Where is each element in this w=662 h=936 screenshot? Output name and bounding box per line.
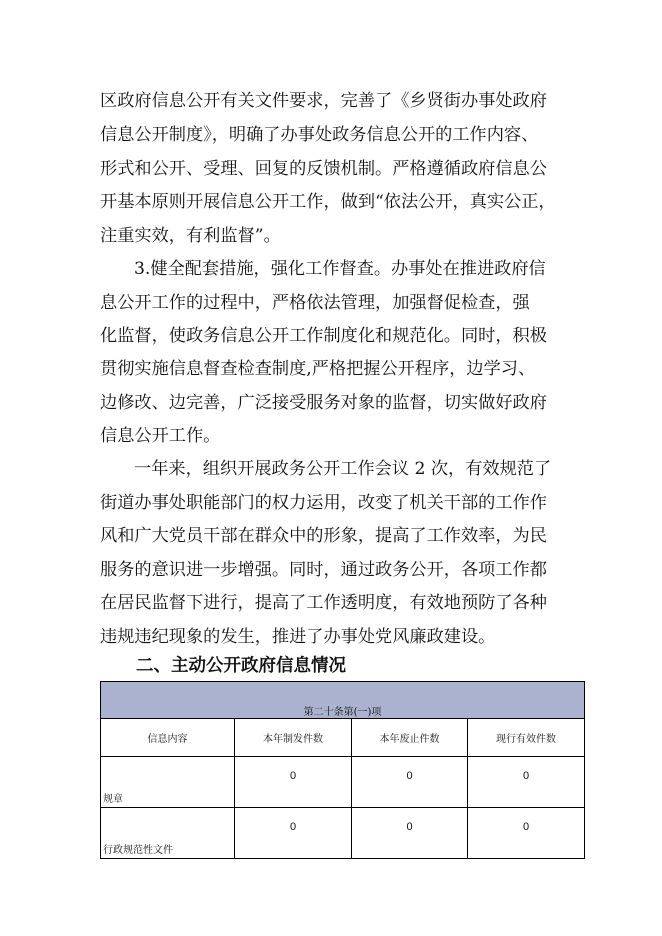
cell-issued: 0 [235, 808, 352, 859]
paragraph-line: 在居民监督下进行，提高了工作透明度，有效地预防了各种 [100, 593, 547, 613]
table-row [101, 757, 585, 808]
table-title: 第二十条第(一)项 [101, 682, 585, 719]
table-row [101, 808, 585, 859]
cell-valid: 0 [468, 757, 585, 808]
paragraph-line: 边修改、边完善，广泛接受服务对象的监督，切实做好政府 [100, 393, 547, 413]
cell-abolished: 0 [352, 808, 468, 859]
info-table [100, 681, 585, 859]
table-header-row [101, 719, 585, 757]
table-title-row [101, 682, 585, 719]
paragraph-line: 形式和公开、受理、回复的反馈机制。严格遵循政府信息公 [100, 159, 547, 179]
paragraph-line: 3.健全配套措施，强化工作督查。办事处在推进政府信 [134, 259, 546, 279]
paragraph-line: 街道办事处职能部门的权力运用，改变了机关干部的工作作 [100, 493, 547, 513]
column-header: 本年制发件数 [235, 719, 352, 757]
paragraph-line: 服务的意识进一步增强。同时，通过政务公开，各项工作都 [100, 560, 547, 580]
paragraph-line: 贯彻实施信息督查检查制度,严格把握公开程序，边学习、 [100, 359, 536, 379]
paragraph-line: 注重实效，有利监督”。 [100, 226, 281, 246]
cell-valid: 0 [468, 808, 585, 859]
column-header: 信息内容 [101, 719, 235, 757]
paragraph-line: 开基本原则开展信息公开工作，做到“依法公开，真实公正， [100, 192, 556, 212]
paragraph-line: 信息公开制度》，明确了办事处政务信息公开的工作内容、 [100, 125, 539, 145]
paragraph-line: 区政府信息公开有关文件要求，完善了《乡贤街办事处政府 [100, 91, 547, 111]
paragraph-line: 一年来，组织开展政务公开工作会议 2 次，有效规范了 [134, 459, 552, 479]
cell-abolished: 0 [352, 757, 468, 808]
column-header: 本年废止件数 [352, 719, 468, 757]
section-heading: 二、主动公开政府信息情况 [136, 656, 346, 676]
row-label: 规章 [101, 757, 235, 808]
paragraph-line: 风和广大党员干部在群众中的形象，提高了工作效率，为民 [100, 526, 547, 546]
cell-issued: 0 [235, 757, 352, 808]
paragraph-line: 化监督，使政务信息公开工作制度化和规范化。同时，积极 [100, 326, 547, 346]
column-header: 现行有效件数 [468, 719, 585, 757]
paragraph-line: 信息公开工作。 [100, 426, 221, 446]
paragraph-line: 息公开工作的过程中，严格依法管理，加强督促检查，强 [100, 293, 530, 313]
row-label: 行政规范性文件 [101, 808, 235, 859]
paragraph-line: 违规违纪现象的发生，推进了办事处党风廉政建设。 [100, 627, 496, 647]
